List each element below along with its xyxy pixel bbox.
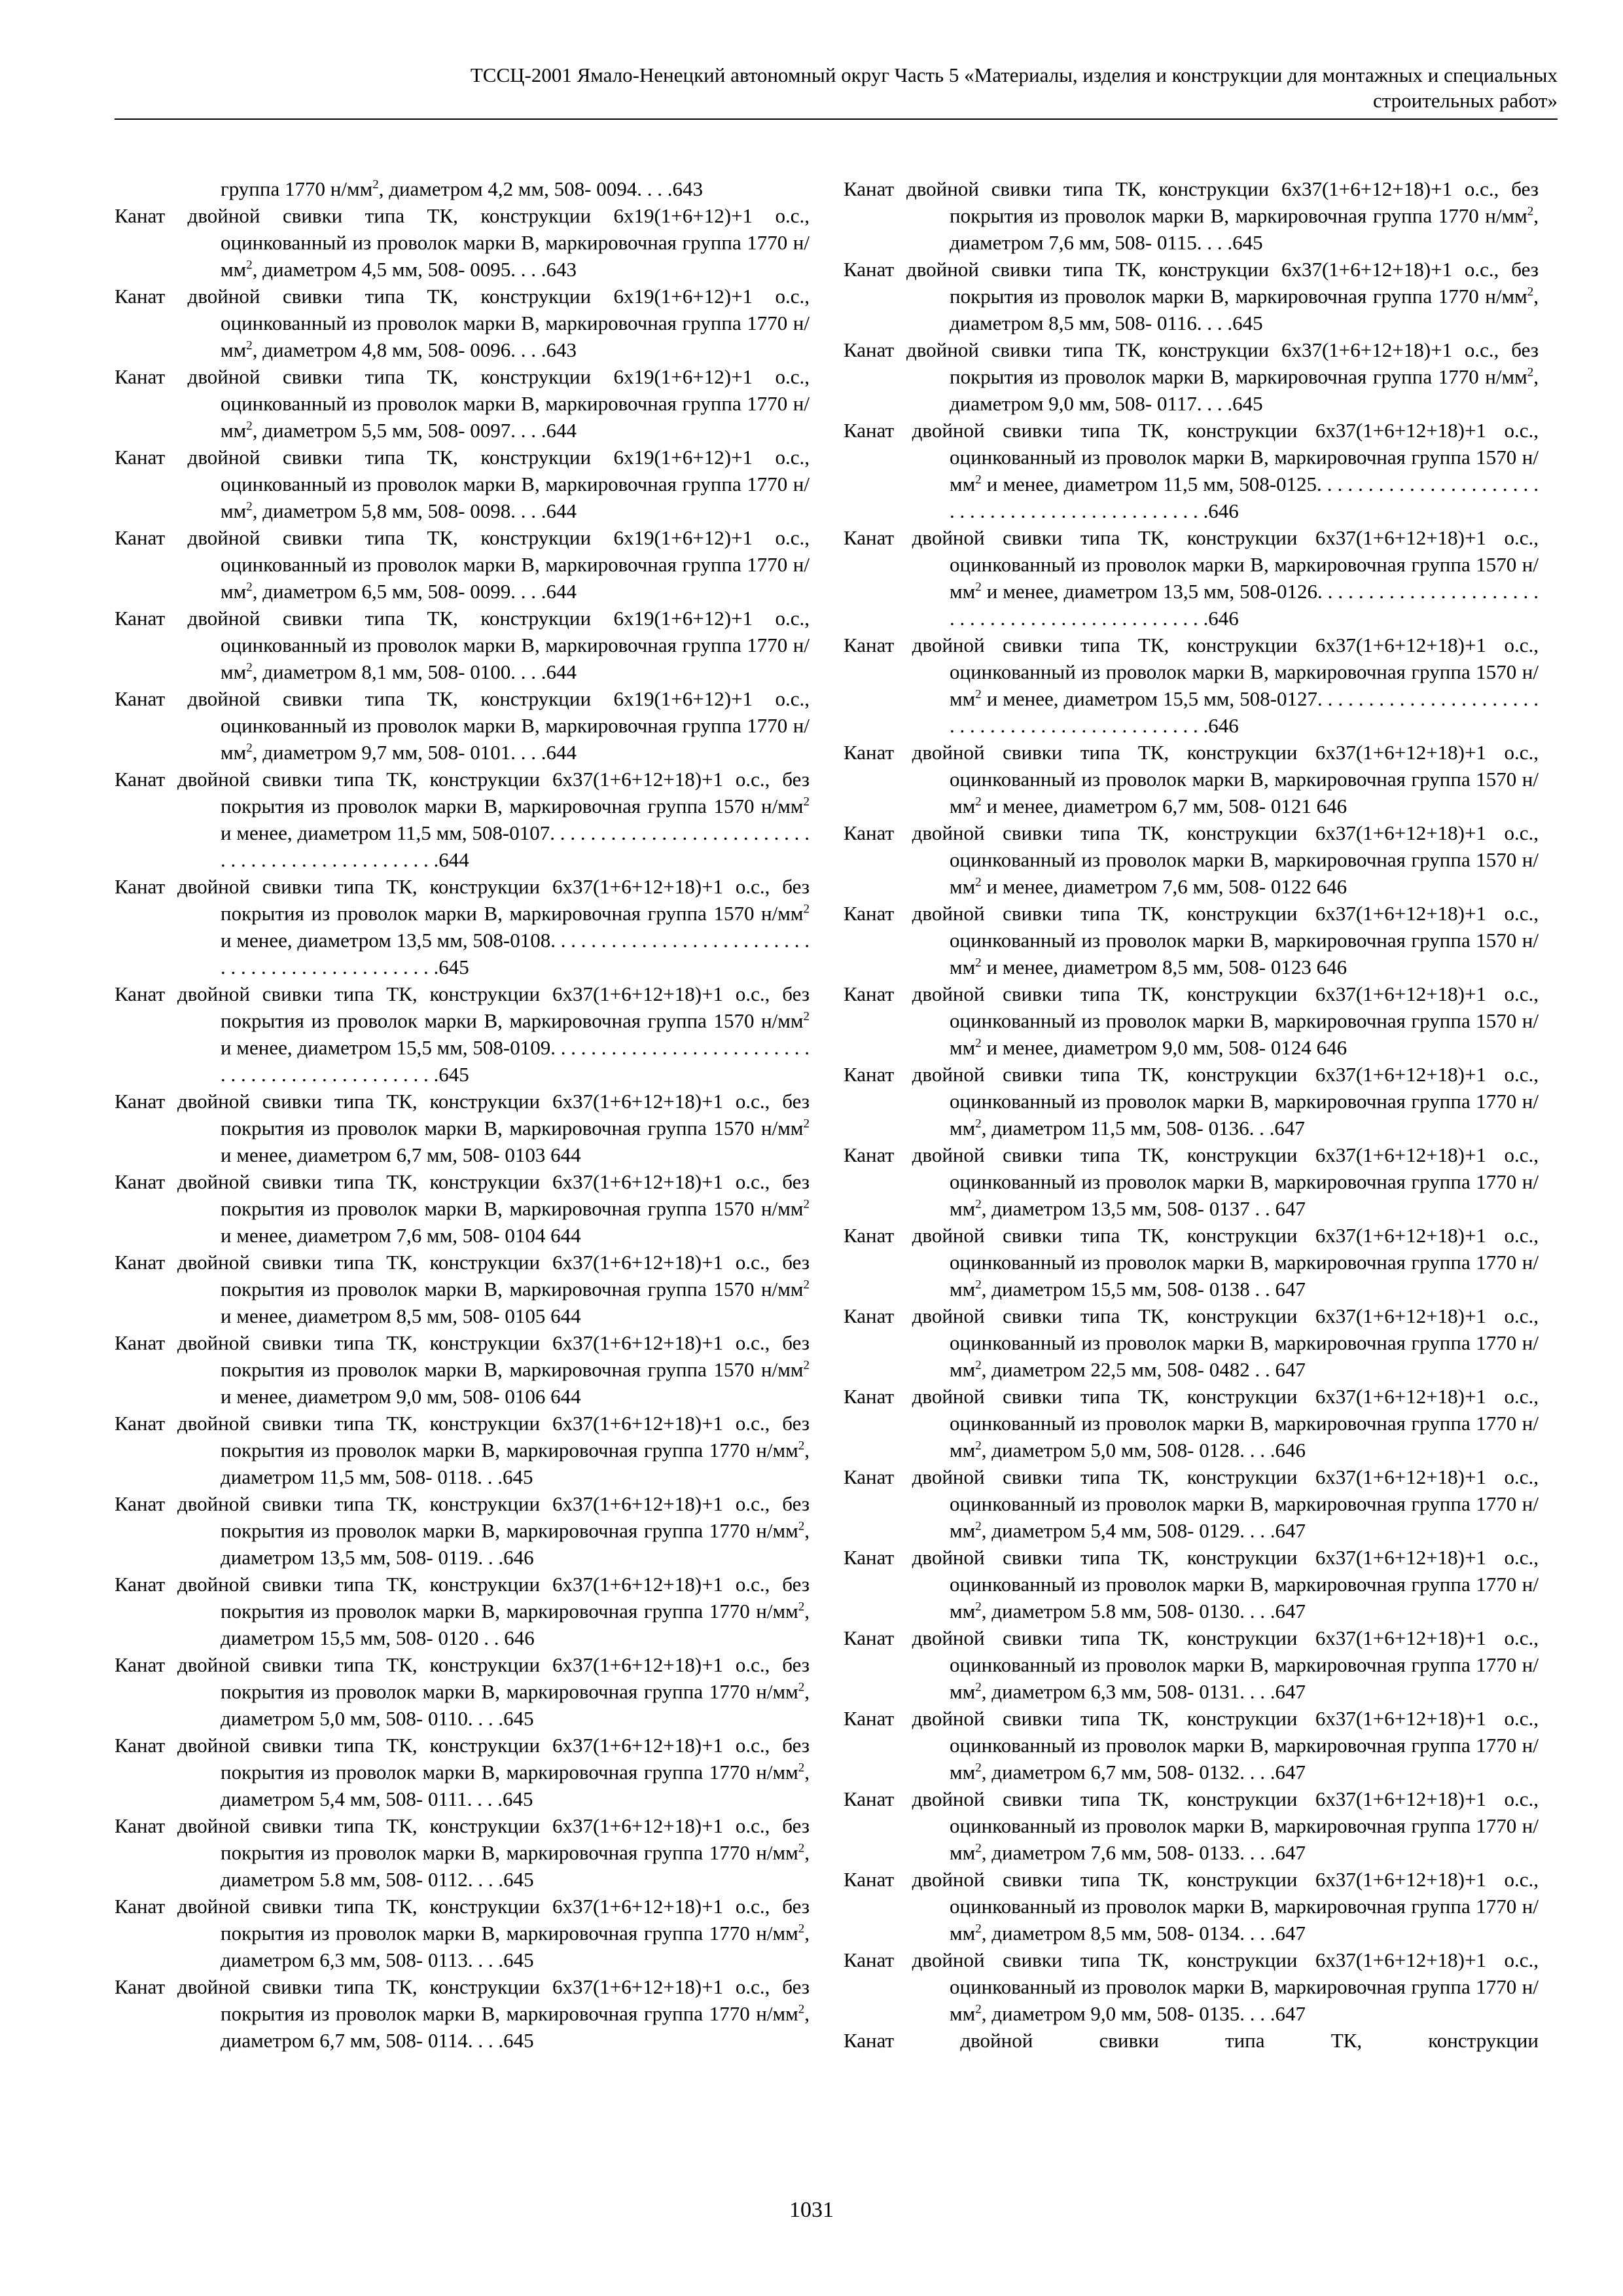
entry-text: Канат двойной свивки типа ТК, конструкции 6х19(1+6+12)+1 о.с., оцинкованный из проволок марки В, маркировочная группа 1770 н/мм: [115, 446, 810, 522]
entry-code-and-page: и менее, диаметром 11,5 мм, 508-0107. . . . . . . . . . . . . . . . . . . . . . . . . . . . . . . . . . . . . . . . . . . . . . . .644: [221, 821, 810, 871]
entry-code-and-page: и менее, диаметром 11,5 мм, 508-0125. . . . . . . . . . . . . . . . . . . . . . . . . . . . . . . . . . . . . . . . . . . . . . . .646: [950, 473, 1539, 522]
entry-code-and-page: , диаметром 15,5 мм, 508- 0138 . . 647: [981, 1278, 1306, 1300]
unit-exponent: 2: [798, 1922, 805, 1936]
entry-text: Канат двойной свивки типа ТК, конструкции 6х37(1+6+12+18)+1 о.с., оцинкованный из проволок марки В, маркировочная группа 1770 н/мм: [844, 1385, 1539, 1462]
entry-text: Канат двойной свивки типа ТК, конструкции 6х37(1+6+12+18)+1 о.с., без покрытия из проволок марки В, маркировочная группа 1770 н/мм: [115, 1412, 810, 1462]
unit-exponent: 2: [798, 1680, 805, 1695]
unit-exponent: 2: [975, 1600, 982, 1614]
unit-exponent: 2: [798, 2002, 805, 2017]
unit-exponent: 2: [798, 1600, 805, 1614]
index-entry: [115, 1812, 810, 1893]
entry-code-and-page: и менее, диаметром 8,5 мм, 508- 0123 646: [981, 956, 1347, 978]
entry-code-and-page: , диаметром 13,5 мм, 508- 0119. . .646: [221, 1519, 810, 1569]
entry-text: Канат двойной свивки типа ТК, конструкции 6х19(1+6+12)+1 о.с., оцинкованный из проволок марки В, маркировочная группа 1770 н/мм: [115, 285, 810, 361]
entry-code-and-page: , диаметром 5,4 мм, 508- 0129. . . .647: [981, 1519, 1306, 1542]
index-entry: [844, 632, 1539, 739]
entry-code-and-page: , диаметром 6,5 мм, 508- 0099. . . .644: [252, 580, 577, 603]
entry-text: Канат двойной свивки типа ТК, конструкции: [844, 2029, 1539, 2052]
entry-text: Канат двойной свивки типа ТК, конструкции 6х37(1+6+12+18)+1 о.с., без покрытия из проволок марки В, маркировочная группа 1770 н/мм: [115, 1573, 810, 1623]
entry-text: Канат двойной свивки типа ТК, конструкции 6х37(1+6+12+18)+1 о.с., оцинкованный из проволок марки В, маркировочная группа 1570 н/мм: [844, 982, 1539, 1059]
index-entry: [115, 1168, 810, 1249]
index-entry: [844, 175, 1539, 256]
entry-text: Канат двойной свивки типа ТК, конструкции 6х37(1+6+12+18)+1 о.с., оцинкованный из проволок марки В, маркировочная группа 1770 н/мм: [844, 1465, 1539, 1542]
entry-code-and-page: и менее, диаметром 7,6 мм, 508- 0104 644: [221, 1224, 581, 1247]
unit-exponent: 2: [798, 1439, 805, 1453]
entry-text: Канат двойной свивки типа ТК, конструкции 6х19(1+6+12)+1 о.с., оцинкованный из проволок марки В, маркировочная группа 1770 н/мм: [115, 204, 810, 281]
index-column-right: [844, 175, 1539, 2054]
entry-text: Канат двойной свивки типа ТК, конструкции 6х37(1+6+12+18)+1 о.с., оцинкованный из проволок марки В, маркировочная группа 1770 н/мм: [844, 1948, 1539, 2025]
entry-code-and-page: и менее, диаметром 8,5 мм, 508- 0105 644: [221, 1304, 581, 1327]
entry-text: Канат двойной свивки типа ТК, конструкции 6х19(1+6+12)+1 о.с., оцинкованный из проволок марки В, маркировочная группа 1770 н/мм: [115, 607, 810, 683]
entry-text: Канат двойной свивки типа ТК, конструкции 6х37(1+6+12+18)+1 о.с., оцинкованный из проволок марки В, маркировочная группа 1770 н/мм: [844, 1707, 1539, 1784]
unit-exponent: 2: [975, 1761, 982, 1775]
entry-text: Канат двойной свивки типа ТК, конструкции 6х37(1+6+12+18)+1 о.с., оцинкованный из проволок марки В, маркировочная группа 1770 н/мм: [844, 1546, 1539, 1623]
entry-code-and-page: и менее, диаметром 7,6 мм, 508- 0122 646: [981, 875, 1347, 898]
unit-exponent: 2: [803, 1197, 810, 1211]
index-entry: [115, 363, 810, 444]
index-entry: [115, 1490, 810, 1571]
entry-text: Канат двойной свивки типа ТК, конструкции 6х19(1+6+12)+1 о.с., оцинкованный из проволок марки В, маркировочная группа 1770 н/мм: [115, 365, 810, 442]
unit-exponent: 2: [975, 1841, 982, 1856]
unit-exponent: 2: [975, 1922, 982, 1936]
entry-code-and-page: и менее, диаметром 15,5 мм, 508-0127. . . . . . . . . . . . . . . . . . . . . . . . . . . . . . . . . . . . . . . . . . . . . . . .646: [950, 687, 1539, 737]
index-entry: [844, 980, 1539, 1061]
index-entry: [115, 1651, 810, 1732]
entry-text: Канат двойной свивки типа ТК, конструкции 6х37(1+6+12+18)+1 о.с., оцинкованный из проволок марки В, маркировочная группа 1570 н/мм: [844, 902, 1539, 978]
entry-text: Канат двойной свивки типа ТК, конструкции 6х37(1+6+12+18)+1 о.с., без покрытия из проволок марки В, маркировочная группа 1770 н/мм: [115, 1814, 810, 1864]
entry-code-and-page: , диаметром 5,0 мм, 508- 0128. . . .646: [981, 1439, 1306, 1462]
index-entry: [844, 1624, 1539, 1705]
index-entry: [115, 283, 810, 363]
index-entry: [844, 1946, 1539, 2027]
unit-exponent: 2: [975, 1680, 982, 1695]
entry-text: Канат двойной свивки типа ТК, конструкции 6х37(1+6+12+18)+1 о.с., без покрытия из проволок марки В, маркировочная группа 1770 н/мм: [115, 1895, 810, 1945]
entry-text: Канат двойной свивки типа ТК, конструкции 6х37(1+6+12+18)+1 о.с., оцинкованный из проволок марки В, маркировочная группа 1770 н/мм: [844, 1063, 1539, 1139]
entry-code-and-page: и менее, диаметром 15,5 мм, 508-0109. . . . . . . . . . . . . . . . . . . . . . . . . . . . . . . . . . . . . . . . . . . . . . . .645: [221, 1036, 810, 1086]
entry-code-and-page: , диаметром 11,5 мм, 508- 0136. . .647: [981, 1117, 1305, 1139]
index-entry: [844, 1544, 1539, 1624]
entry-code-and-page: и менее, диаметром 13,5 мм, 508-0126. . . . . . . . . . . . . . . . . . . . . . . . . . . . . . . . . . . . . . . . . . . . . . . .646: [950, 580, 1539, 630]
index-entry: [844, 1302, 1539, 1383]
header-line-2: строительных работ»: [1372, 89, 1558, 112]
header-line-1: ТССЦ-2001 Ямало-Ненецкий автономный округ Часть 5 «Материалы, изделия и конструкции для монтажных и специальных: [470, 63, 1558, 86]
page-number: 1031: [789, 2198, 834, 2222]
unit-exponent: 2: [246, 258, 253, 272]
index-entry: [844, 336, 1539, 417]
entry-text: Канат двойной свивки типа ТК, конструкции 6х37(1+6+12+18)+1 о.с., без покрытия из проволок марки В, маркировочная группа 1770 н/мм: [844, 177, 1539, 227]
unit-exponent: 2: [975, 687, 982, 702]
unit-exponent: 2: [975, 1036, 982, 1050]
index-entry: [844, 417, 1539, 524]
entry-text: Канат двойной свивки типа ТК, конструкции 6х37(1+6+12+18)+1 о.с., без покрытия из проволок марки В, маркировочная группа 1570 н/мм: [115, 1170, 810, 1220]
index-entry: [115, 873, 810, 980]
entry-code-and-page: , диаметром 8,5 мм, 508- 0116. . . .645: [950, 285, 1539, 334]
unit-exponent: 2: [975, 875, 982, 889]
unit-exponent: 2: [1527, 204, 1534, 219]
entry-code-and-page: , диаметром 4,2 мм, 508- 0094. . . .643: [378, 177, 703, 200]
index-entry: [115, 444, 810, 524]
unit-exponent: 2: [246, 660, 253, 675]
entry-code-and-page: , диаметром 13,5 мм, 508- 0137 . . 647: [981, 1197, 1306, 1220]
entry-code-and-page: , диаметром 7,6 мм, 508- 0115. . . .645: [950, 204, 1539, 254]
index-entry: [115, 1893, 810, 1973]
unit-exponent: 2: [803, 1117, 810, 1131]
entry-code-and-page: и менее, диаметром 13,5 мм, 508-0108. . . . . . . . . . . . . . . . . . . . . . . . . . . . . . . . . . . . . . . . . . . . . . . .645: [221, 929, 810, 978]
index-entry: [844, 256, 1539, 336]
entry-code-and-page: , диаметром 7,6 мм, 508- 0133. . . .647: [981, 1841, 1306, 1864]
entry-text: Канат двойной свивки типа ТК, конструкции 6х19(1+6+12)+1 о.с., оцинкованный из проволок марки В, маркировочная группа 1770 н/мм: [115, 687, 810, 764]
entry-code-and-page: , диаметром 22,5 мм, 508- 0482 . . 647: [981, 1358, 1306, 1381]
entry-code-and-page: , диаметром 4,8 мм, 508- 0096. . . .643: [252, 338, 577, 361]
index-entry: [115, 1973, 810, 2054]
entry-code-and-page: и менее, диаметром 6,7 мм, 508- 0121 646: [981, 795, 1347, 817]
index-entry: [844, 1705, 1539, 1785]
entry-text: Канат двойной свивки типа ТК, конструкции 6х37(1+6+12+18)+1 о.с., оцинкованный из проволок марки В, маркировочная группа 1770 н/мм: [844, 1626, 1539, 1703]
entry-code-and-page: , диаметром 6,7 мм, 508- 0114. . . .645: [221, 2002, 810, 2052]
index-column-left: [115, 175, 810, 2054]
unit-exponent: 2: [975, 1519, 982, 1534]
index-entry: [115, 980, 810, 1088]
unit-exponent: 2: [246, 580, 253, 594]
unit-exponent: 2: [1527, 365, 1534, 380]
unit-exponent: 2: [975, 473, 982, 487]
entry-text: Канат двойной свивки типа ТК, конструкции 6х37(1+6+12+18)+1 о.с., без покрытия из проволок марки В, маркировочная группа 1770 н/мм: [115, 1975, 810, 2025]
unit-exponent: 2: [975, 795, 982, 809]
entry-text: Канат двойной свивки типа ТК, конструкции 6х19(1+6+12)+1 о.с., оцинкованный из проволок марки В, маркировочная группа 1770 н/мм: [115, 526, 810, 603]
entry-code-and-page: , диаметром 15,5 мм, 508- 0120 . . 646: [221, 1600, 810, 1649]
unit-exponent: 2: [798, 1519, 805, 1534]
index-entry: [115, 605, 810, 685]
index-entry: [115, 766, 810, 873]
entry-text: Канат двойной свивки типа ТК, конструкции 6х37(1+6+12+18)+1 о.с., оцинкованный из проволок марки В, маркировочная группа 1570 н/мм: [844, 526, 1539, 603]
unit-exponent: 2: [246, 338, 253, 353]
index-entry: [115, 1571, 810, 1651]
entry-code-and-page: , диаметром 5.8 мм, 508- 0112. . . .645: [221, 1841, 810, 1891]
entry-text: Канат двойной свивки типа ТК, конструкции 6х37(1+6+12+18)+1 о.с., оцинкованный из проволок марки В, маркировочная группа 1770 н/мм: [844, 1868, 1539, 1945]
entry-code-and-page: , диаметром 9,0 мм, 508- 0117. . . .645: [950, 365, 1539, 415]
index-entry: [844, 2027, 1539, 2054]
entry-code-and-page: и менее, диаметром 9,0 мм, 508- 0124 646: [981, 1036, 1347, 1059]
entry-text: Канат двойной свивки типа ТК, конструкции 6х37(1+6+12+18)+1 о.с., оцинкованный из проволок марки В, маркировочная группа 1770 н/мм: [844, 1224, 1539, 1300]
entry-text: Канат двойной свивки типа ТК, конструкции 6х37(1+6+12+18)+1 о.с., оцинкованный из проволок марки В, маркировочная группа 1570 н/мм: [844, 634, 1539, 710]
entry-text: Канат двойной свивки типа ТК, конструкции 6х37(1+6+12+18)+1 о.с., без покрытия из проволок марки В, маркировочная группа 1770 н/мм: [115, 1492, 810, 1542]
entry-text: Канат двойной свивки типа ТК, конструкции 6х37(1+6+12+18)+1 о.с., без покрытия из проволок марки В, маркировочная группа 1570 н/мм: [115, 1090, 810, 1139]
unit-exponent: 2: [975, 1197, 982, 1211]
entry-code-and-page: и менее, диаметром 9,0 мм, 508- 0106 644: [221, 1385, 581, 1408]
index-entry: [115, 524, 810, 605]
unit-exponent: 2: [1527, 285, 1534, 299]
unit-exponent: 2: [975, 956, 982, 970]
unit-exponent: 2: [803, 795, 810, 809]
index-entry: [844, 1866, 1539, 1946]
entry-code-and-page: , диаметром 8,1 мм, 508- 0100. . . .644: [252, 660, 577, 683]
entry-code-and-page: , диаметром 4,5 мм, 508- 0095. . . .643: [252, 258, 577, 281]
index-entry: [844, 524, 1539, 632]
entry-code-and-page: , диаметром 5,5 мм, 508- 0097. . . .644: [252, 419, 577, 442]
entry-code-and-page: , диаметром 5.8 мм, 508- 0130. . . .647: [981, 1600, 1306, 1623]
unit-exponent: 2: [975, 1358, 982, 1372]
entry-text: Канат двойной свивки типа ТК, конструкции 6х37(1+6+12+18)+1 о.с., без покрытия из проволок марки В, маркировочная группа 1570 н/мм: [115, 1251, 810, 1300]
entry-text: Канат двойной свивки типа ТК, конструкции 6х37(1+6+12+18)+1 о.с., без покрытия из проволок марки В, маркировочная группа 1570 н/мм: [115, 1331, 810, 1381]
index-entry: [115, 1249, 810, 1329]
index-entry: [844, 1061, 1539, 1141]
unit-exponent: 2: [975, 1278, 982, 1292]
index-entry: [844, 1383, 1539, 1463]
index-entry: [115, 1410, 810, 1490]
index-entry: [115, 1732, 810, 1812]
entry-text: Канат двойной свивки типа ТК, конструкции 6х37(1+6+12+18)+1 о.с., оцинкованный из проволок марки В, маркировочная группа 1570 н/мм: [844, 741, 1539, 817]
index-entry: [844, 1785, 1539, 1866]
entry-text: Канат двойной свивки типа ТК, конструкции 6х37(1+6+12+18)+1 о.с., оцинкованный из проволок марки В, маркировочная группа 1570 н/мм: [844, 419, 1539, 495]
entry-text: Канат двойной свивки типа ТК, конструкции 6х37(1+6+12+18)+1 о.с., без покрытия из проволок марки В, маркировочная группа 1770 н/мм: [115, 1653, 810, 1703]
unit-exponent: 2: [975, 1117, 982, 1131]
entry-code-and-page: , диаметром 6,7 мм, 508- 0132. . . .647: [981, 1761, 1306, 1784]
entry-text: группа 1770 н/мм: [221, 177, 373, 200]
unit-exponent: 2: [372, 177, 379, 192]
running-header: [115, 62, 1558, 120]
unit-exponent: 2: [803, 902, 810, 916]
unit-exponent: 2: [798, 1761, 805, 1775]
entry-text: Канат двойной свивки типа ТК, конструкции 6х37(1+6+12+18)+1 о.с., оцинкованный из проволок марки В, маркировочная группа 1770 н/мм: [844, 1787, 1539, 1864]
index-entry: [115, 202, 810, 283]
entry-text: Канат двойной свивки типа ТК, конструкции 6х37(1+6+12+18)+1 о.с., без покрытия из проволок марки В, маркировочная группа 1770 н/мм: [115, 1734, 810, 1784]
entry-text: Канат двойной свивки типа ТК, конструкции 6х37(1+6+12+18)+1 о.с., без покрытия из проволок марки В, маркировочная группа 1770 н/мм: [844, 338, 1539, 388]
entry-code-and-page: , диаметром 5,8 мм, 508- 0098. . . .644: [252, 499, 577, 522]
unit-exponent: 2: [803, 1358, 810, 1372]
entry-code-and-page: , диаметром 9,7 мм, 508- 0101. . . .644: [252, 741, 577, 764]
index-entry: [844, 1222, 1539, 1302]
unit-exponent: 2: [975, 580, 982, 594]
unit-exponent: 2: [246, 741, 253, 755]
index-entry: [844, 1141, 1539, 1222]
entry-code-and-page: , диаметром 9,0 мм, 508- 0135. . . .647: [981, 2002, 1306, 2025]
entry-text: Канат двойной свивки типа ТК, конструкции 6х37(1+6+12+18)+1 о.с., оцинкованный из проволок марки В, маркировочная группа 1770 н/мм: [844, 1304, 1539, 1381]
entry-code-and-page: , диаметром 11,5 мм, 508- 0118. . .645: [221, 1439, 810, 1488]
index-entry: [844, 739, 1539, 819]
entry-text: Канат двойной свивки типа ТК, конструкции 6х37(1+6+12+18)+1 о.с., оцинкованный из проволок марки В, маркировочная группа 1770 н/мм: [844, 1143, 1539, 1220]
index-entry: [115, 175, 810, 202]
index-entry: [844, 819, 1539, 900]
entry-text: Канат двойной свивки типа ТК, конструкции 6х37(1+6+12+18)+1 о.с., без покрытия из проволок марки В, маркировочная группа 1770 н/мм: [844, 258, 1539, 308]
entry-text: Канат двойной свивки типа ТК, конструкции 6х37(1+6+12+18)+1 о.с., без покрытия из проволок марки В, маркировочная группа 1570 н/мм: [115, 875, 810, 925]
unit-exponent: 2: [246, 499, 253, 514]
entry-text: Канат двойной свивки типа ТК, конструкции 6х37(1+6+12+18)+1 о.с., без покрытия из проволок марки В, маркировочная группа 1570 н/мм: [115, 982, 810, 1032]
index-entry: [115, 1088, 810, 1168]
index-entry: [844, 1463, 1539, 1544]
entry-code-and-page: , диаметром 5,0 мм, 508- 0110. . . .645: [221, 1680, 810, 1730]
unit-exponent: 2: [975, 1439, 982, 1453]
unit-exponent: 2: [803, 1009, 810, 1024]
entry-code-and-page: , диаметром 6,3 мм, 508- 0131. . . .647: [981, 1680, 1306, 1703]
entry-code-and-page: , диаметром 8,5 мм, 508- 0134. . . .647: [981, 1922, 1306, 1945]
unit-exponent: 2: [246, 419, 253, 433]
unit-exponent: 2: [798, 1841, 805, 1856]
index-entry: [115, 1329, 810, 1410]
entry-code-and-page: , диаметром 5,4 мм, 508- 0111. . . .645: [221, 1761, 810, 1810]
index-entry: [115, 685, 810, 766]
unit-exponent: 2: [975, 2002, 982, 2017]
entry-code-and-page: , диаметром 6,3 мм, 508- 0113. . . .645: [221, 1922, 810, 1971]
unit-exponent: 2: [803, 1278, 810, 1292]
entry-code-and-page: и менее, диаметром 6,7 мм, 508- 0103 644: [221, 1143, 581, 1166]
entry-text: Канат двойной свивки типа ТК, конструкции 6х37(1+6+12+18)+1 о.с., оцинкованный из проволок марки В, маркировочная группа 1570 н/мм: [844, 821, 1539, 898]
entry-text: Канат двойной свивки типа ТК, конструкции 6х37(1+6+12+18)+1 о.с., без покрытия из проволок марки В, маркировочная группа 1570 н/мм: [115, 768, 810, 817]
index-entry: [844, 900, 1539, 980]
